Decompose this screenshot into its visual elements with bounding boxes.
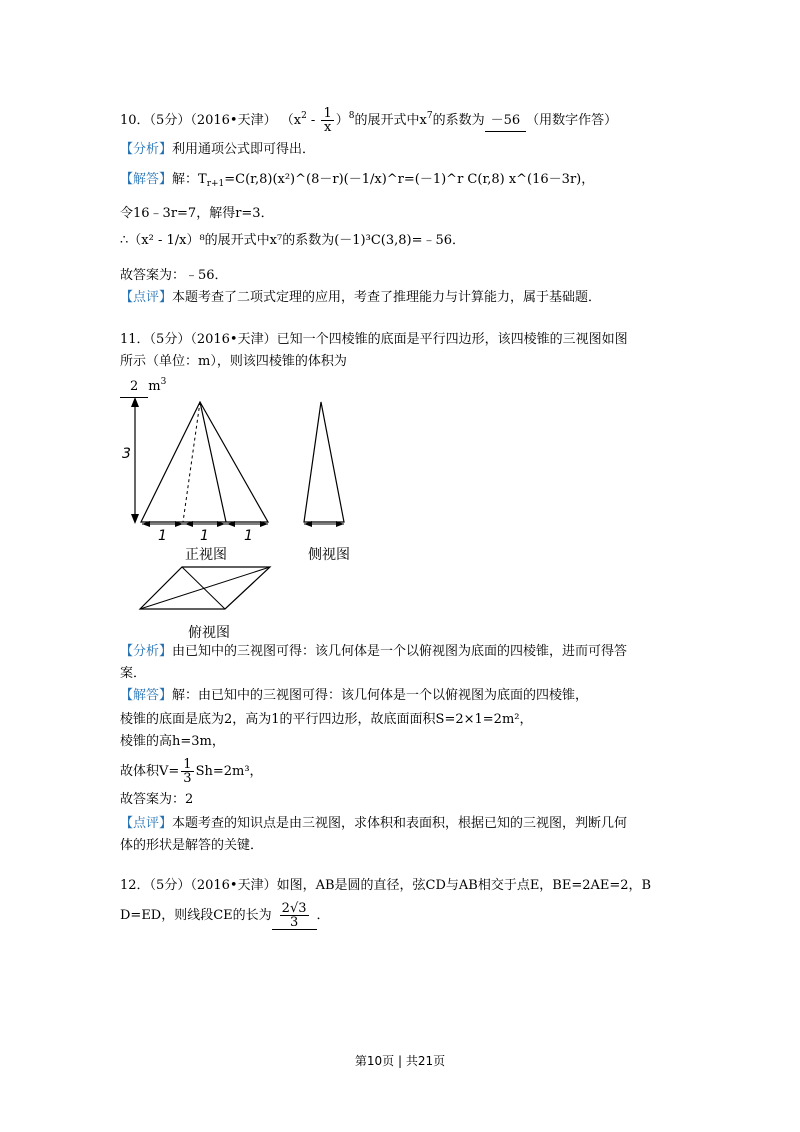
q10-tail: （用数字作答） xyxy=(526,113,618,128)
q10-fraction: $\frac{1}{x}$ xyxy=(323,106,332,135)
q10-expr-close: ） xyxy=(335,113,349,128)
q11-solution-3: 棱锥的高h=3m， xyxy=(120,734,225,749)
q10-expr-open: （x xyxy=(280,113,302,128)
side-view-triangle xyxy=(304,402,344,522)
page-footer: 第10页 | 共21页 xyxy=(354,1054,446,1068)
height-arrow-bottom xyxy=(131,514,139,524)
q10-after: 的系数为 xyxy=(432,113,485,128)
q10-header: 10．（5分）（2016•天津） xyxy=(120,113,277,128)
base-label-3: 1 xyxy=(244,528,253,544)
q11-solution-2: 棱锥的底面是底为2，高为1的平行四边形，故底面面积S=2×1=2m²， xyxy=(120,712,533,727)
front-view-label: 正视图 xyxy=(185,547,227,563)
height-label: 3 xyxy=(122,446,131,462)
q10-exp2: 2 xyxy=(301,111,307,121)
q10-sol1-rest: =C(r,8)(x²)^(8－r)(－1/x)^r=(－1)^r C(r,8) x^(16－3r)， xyxy=(224,172,595,187)
q12-header: 12．（5分）（2016•天津）如图，AB是圆的直径，弦CD与AB相交于点E，BE=2AE=2，B xyxy=(120,878,652,893)
q10-solution-line3: ∴（x² - 1/x）⁸的展开式中x⁷的系数为(－1)³C(3,8)=﹣56． xyxy=(120,233,466,248)
q11-answer: 2 xyxy=(120,377,148,398)
q12-answer: $\frac{2√3}{3}$ xyxy=(272,902,317,930)
q10-solution-line1: 【解答】解：$T_{r+1}=C(r,8)(x^2)\^{}(8-r)(-1/x)\^{}r=(-1)\^{}r$ C(r,8) x^(16－3r)， xyxy=(120,172,595,189)
q11-comment: 【点评】本题考查的知识点是由三视图，求体积和表面积，根据已知的三视图，判断几何 xyxy=(120,816,628,831)
q11-answer-line: 2 $m^3$ xyxy=(120,372,166,398)
side-view-label: 侧视图 xyxy=(308,547,350,563)
q11-analysis-cont: 案． xyxy=(120,666,147,681)
q10-answer: －56 xyxy=(485,111,527,132)
q10-minus: - xyxy=(306,113,320,128)
volume-fraction: $\frac{1}{3}$ xyxy=(183,757,192,786)
q10-exp8: 8 xyxy=(348,111,355,121)
q11-solution-4: 故体积V= $\frac{1}{3}$ Sh=2m³， xyxy=(120,757,263,786)
q11-comment-cont: 体的形状是解答的关键． xyxy=(120,838,264,853)
q10-sol1: 解：T xyxy=(172,172,207,187)
q11-final: 故答案为：2 xyxy=(120,792,194,807)
top-view-label: 俯视图 xyxy=(188,625,230,641)
q10-mid: 的展开式中x xyxy=(354,113,427,128)
base-label-2: 1 xyxy=(200,528,209,544)
base-label-1: 1 xyxy=(158,528,167,544)
q10-final: 故答案为：﹣56． xyxy=(120,268,228,283)
solution-tag: 【解答】 xyxy=(120,172,173,187)
analysis-tag: 【分析】 xyxy=(120,142,173,157)
q11-solution-1: 【解答】解：由已知中的三视图可得：该几何体是一个以俯视图为底面的四棱锥， xyxy=(120,688,589,703)
q12-header2: D=ED，则线段CE的长为 $\frac{2√3}{3}$ ． xyxy=(120,901,330,930)
q11-analysis: 【分析】由已知中的三视图可得：该几何体是一个以俯视图为底面的四棱锥，进而可得答 xyxy=(120,644,628,659)
comment-tag: 【点评】 xyxy=(120,290,173,305)
q10-exp7: 7 xyxy=(426,111,433,121)
front-view-edge xyxy=(200,402,226,522)
q10-comment: 【点评】本题考查了二项式定理的应用，考查了推理能力与计算能力，属于基础题． xyxy=(120,290,602,305)
q10-analysis-text: 利用通项公式即可得出． xyxy=(172,142,316,157)
q10-solution-line2: 令16﹣3r=7，解得r=3． xyxy=(120,206,274,221)
height-arrow-top xyxy=(131,397,139,407)
q11-header: 11．（5分）（2016•天津）已知一个四棱锥的底面是平行四边形，该四棱锥的三视图如图 xyxy=(120,332,628,347)
q11-header2: 所示（单位：m），则该四棱锥的体积为 xyxy=(120,354,347,369)
